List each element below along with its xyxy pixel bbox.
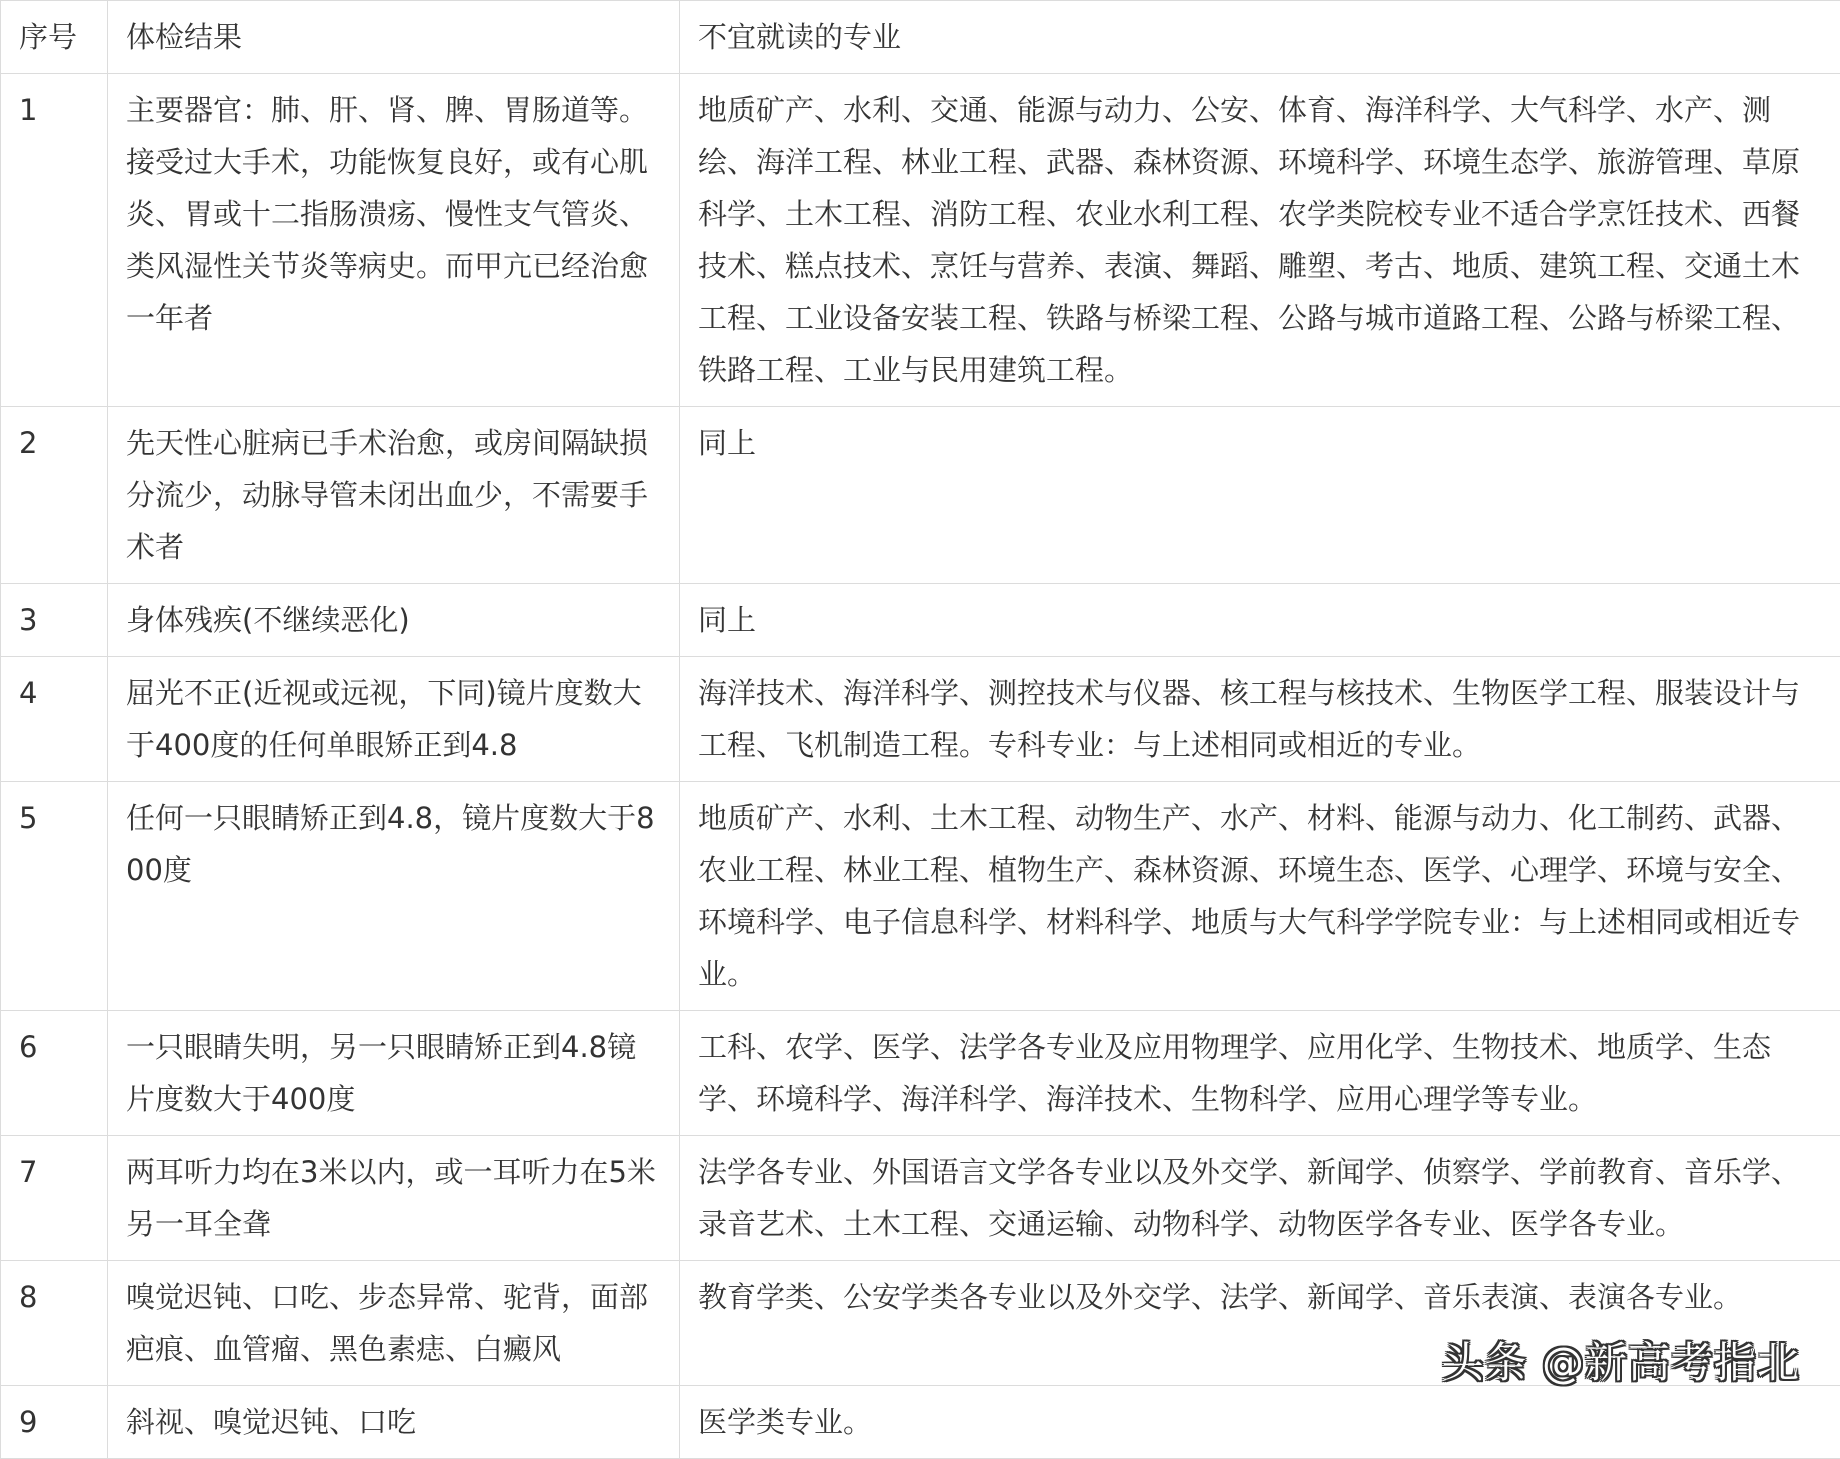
row-unsuitable-majors: 工科、农学、医学、法学各专业及应用物理学、应用化学、生物技术、地质学、生态学、环境科学、海洋科学、海洋技术、生物科学、应用心理学等专业。 [680,1011,1840,1136]
row-number: 6 [1,1011,108,1136]
table-row [1,584,1840,657]
row-exam-result: 一只眼睛失明，另一只眼睛矫正到4.8镜片度数大于400度 [108,1011,680,1136]
table-header-row [1,1,1840,74]
row-exam-result: 先天性心脏病已手术治愈，或房间隔缺损分流少，动脉导管未闭出血少，不需要手术者 [108,407,680,584]
row-unsuitable-majors: 地质矿产、水利、交通、能源与动力、公安、体育、海洋科学、大气科学、水产、测绘、海洋工程、林业工程、武器、森林资源、环境科学、环境生态学、旅游管理、草原科学、土木工程、消防工程、农业水利工程、农学类院校专业不适合学烹饪技术、西餐技术、糕点技术、烹饪与营养、表演、舞蹈、雕塑、考古、地质、建筑工程、交通土木工程、工业设备安装工程、铁路与桥梁工程、公路与城市道路工程、公路与桥梁工程、铁路工程、工业与民用建筑工程。 [680,74,1840,407]
table-row [1,657,1840,782]
table-row [1,407,1840,584]
table-row [1,1136,1840,1261]
row-unsuitable-majors: 法学各专业、外国语言文学各专业以及外交学、新闻学、侦察学、学前教育、音乐学、录音艺术、土木工程、交通运输、动物科学、动物医学各专业、医学各专业。 [680,1136,1840,1261]
row-number: 3 [1,584,108,657]
row-unsuitable-majors: 海洋技术、海洋科学、测控技术与仪器、核工程与核技术、生物医学工程、服装设计与工程、飞机制造工程。专科专业：与上述相同或相近的专业。 [680,657,1840,782]
table-row [1,1011,1840,1136]
table-row [1,782,1840,1011]
row-number: 5 [1,782,108,1011]
source-watermark: 头条 @新高考指北 [1442,1330,1800,1390]
row-unsuitable-majors: 地质矿产、水利、土木工程、动物生产、水产、材料、能源与动力、化工制药、武器、农业工程、林业工程、植物生产、森林资源、环境生态、医学、心理学、环境与安全、环境科学、电子信息科学、材料科学、地质与大气科学学院专业：与上述相同或相近专业。 [680,782,1840,1011]
row-number: 7 [1,1136,108,1261]
row-exam-result: 主要器官：肺、肝、肾、脾、胃肠道等。接受过大手术，功能恢复良好，或有心肌炎、胃或十二指肠溃疡、慢性支气管炎、类风湿性关节炎等病史。而甲亢已经治愈一年者 [108,74,680,407]
row-number: 8 [1,1261,108,1386]
header-unsuitable-majors: 不宜就读的专业 [680,1,1840,74]
header-number: 序号 [1,1,108,74]
row-exam-result: 两耳听力均在3米以内，或一耳听力在5米另一耳全聋 [108,1136,680,1261]
row-exam-result: 身体残疾(不继续恶化) [108,584,680,657]
row-exam-result: 任何一只眼睛矫正到4.8，镜片度数大于800度 [108,782,680,1011]
row-exam-result: 斜视、嗅觉迟钝、口吃 [108,1386,680,1459]
row-unsuitable-majors: 同上 [680,407,1840,584]
header-exam-result: 体检结果 [108,1,680,74]
row-exam-result: 嗅觉迟钝、口吃、步态异常、驼背，面部疤痕、血管瘤、黑色素痣、白癜风 [108,1261,680,1386]
row-unsuitable-majors: 同上 [680,584,1840,657]
row-number: 9 [1,1386,108,1459]
row-number: 2 [1,407,108,584]
table-row [1,74,1840,407]
row-number: 4 [1,657,108,782]
row-number: 1 [1,74,108,407]
table-row [1,1386,1840,1459]
row-exam-result: 屈光不正(近视或远视，下同)镜片度数大于400度的任何单眼矫正到4.8 [108,657,680,782]
row-unsuitable-majors: 医学类专业。 [680,1386,1840,1459]
row-unsuitable-majors: 教育学类、公安学类各专业以及外交学、法学、新闻学、音乐表演、表演各专业。 [680,1261,1840,1386]
